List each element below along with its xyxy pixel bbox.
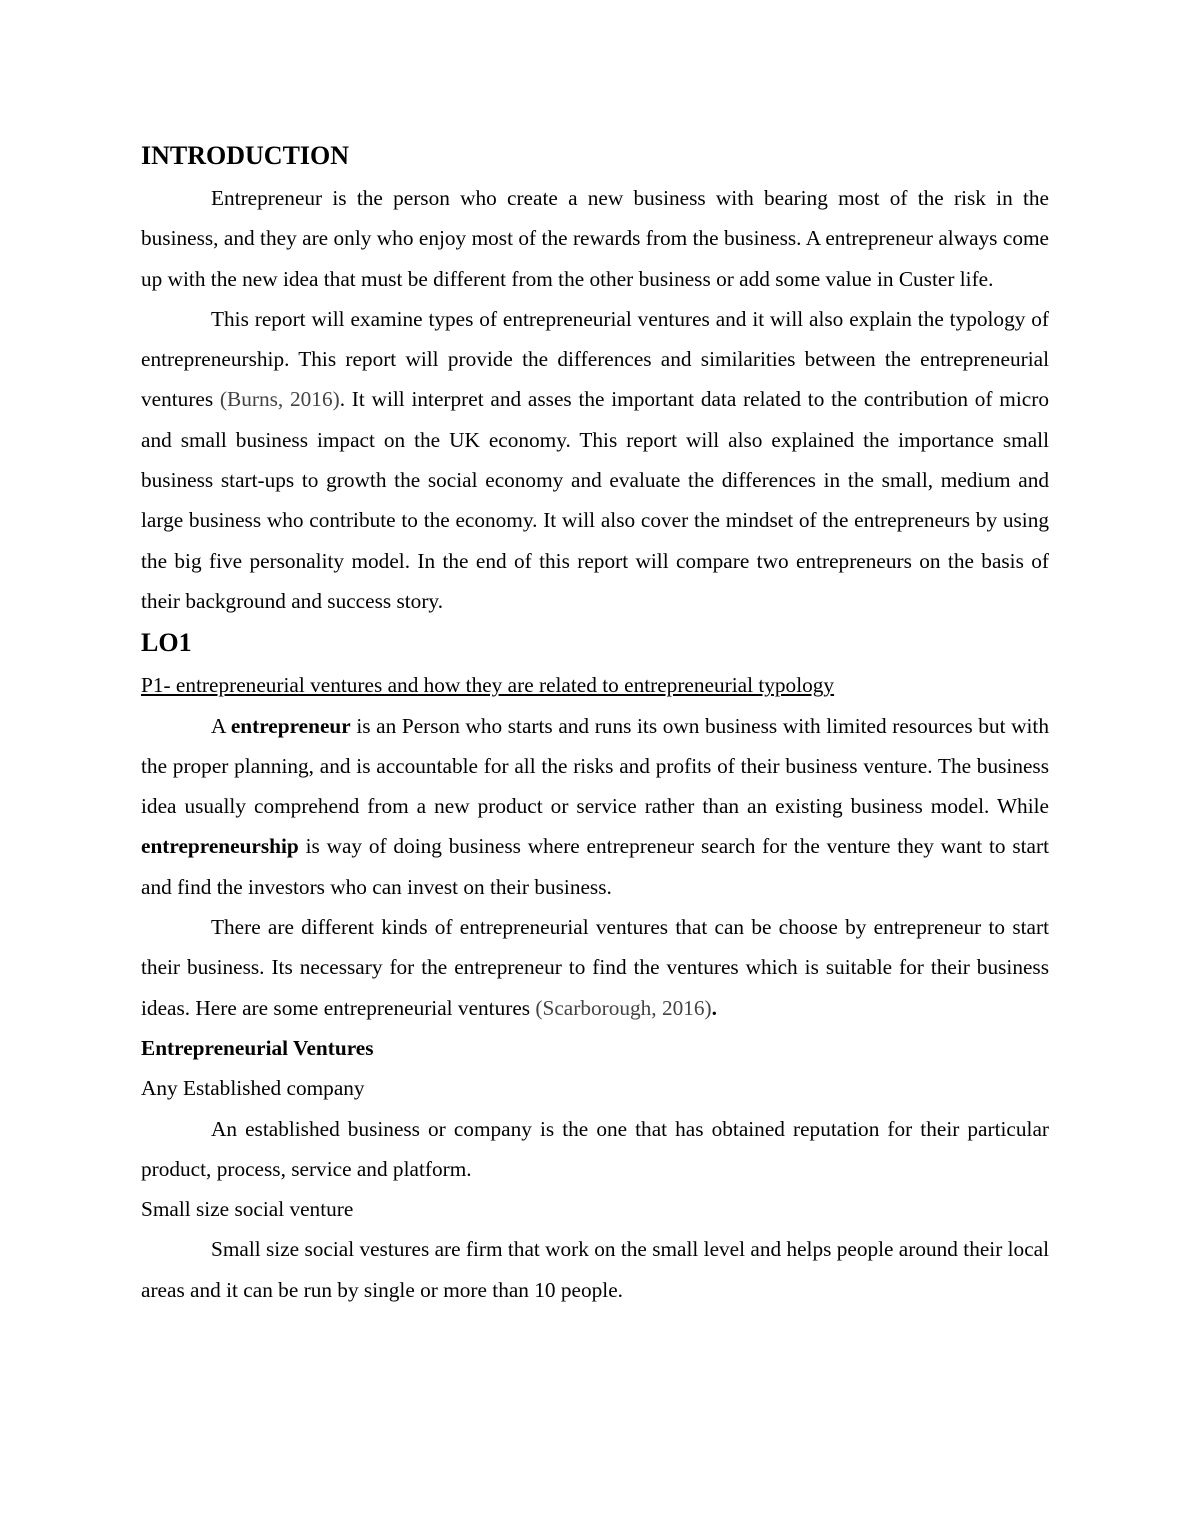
venture-1-text: An established business or company is the one that has obtained reputation for their particular product, process, service and platform.: [141, 1116, 1049, 1181]
introduction-heading: INTRODUCTION: [141, 141, 350, 170]
venture-1-title: Any Established company: [141, 1076, 365, 1101]
term-entrepreneurship: entrepreneurship: [141, 834, 299, 859]
lo1-heading: LO1: [141, 628, 192, 658]
lo1-p1-text-c: is way of doing business where entrepreneur search for the venture they want to start and find the investors who can invest on their business.: [141, 834, 1049, 899]
intro-p2-text-before: This report will examine types of entrepreneurial ventures and it will also explain the typology of entrepreneurship. This report will provide the differences and similarities between the entrepreneurial ventures: [141, 306, 1049, 412]
document-page: [141, 138, 1049, 1310]
lo1-p1-text-b: is an Person who starts and runs its own business with limited resources but with the proper planning, and is accountable for all the risks and profits of their business venture. The business idea usually comprehend from a new product or service rather than an existing business model. While: [141, 713, 1049, 819]
intro-paragraph-1: Entrepreneur is the person who create a new business with bearing most of the risk in the business, and they are only who enjoy most of the rewards from the business. A entrepreneur always come up with the new idea that must be different from the other business or add some value in Custer life.: [141, 186, 1049, 291]
term-entrepreneur: entrepreneur: [230, 713, 351, 738]
lo1-paragraph-1: [141, 706, 1049, 907]
intro-p2-text-after: . It will interpret and asses the important data related to the contribution of micro and small business impact on the UK economy. This report will also explained the importance small business start-ups to growth the social economy and evaluate the differences in the small, medium and large business who contribute to the economy. It will also cover the mindset of the entrepreneurs by using the big five personality model. In the end of this report will compare two entrepreneurs on the basis of their background and success story.: [141, 387, 1049, 613]
citation-burns: (Burns, 2016): [219, 387, 340, 412]
lo1-p2-period: .: [711, 995, 717, 1020]
venture-2-title: Small size social venture: [141, 1197, 354, 1222]
citation-scarborough: (Scarborough, 2016): [535, 995, 712, 1020]
venture-2-text: Small size social vestures are firm that work on the small level and helps people around their local areas and it can be run by single or more than 10 people.: [141, 1237, 1050, 1302]
lo1-paragraph-2: [141, 907, 1049, 1028]
lo1-p2-text-before: There are different kinds of entrepreneurial ventures that can be choose by entrepreneur to start their business. Its necessary for the entrepreneur to find the ventures which is suitable for their business ideas. Here are some entrepreneurial ventures: [141, 915, 1049, 1020]
p1-subheading: P1- entrepreneurial ventures and how they are related to entrepreneurial typology: [141, 673, 835, 698]
lo1-p1-text-a: A: [211, 713, 231, 738]
intro-paragraph-2: [141, 299, 1049, 621]
ventures-heading: Entrepreneurial Ventures: [141, 1035, 374, 1060]
